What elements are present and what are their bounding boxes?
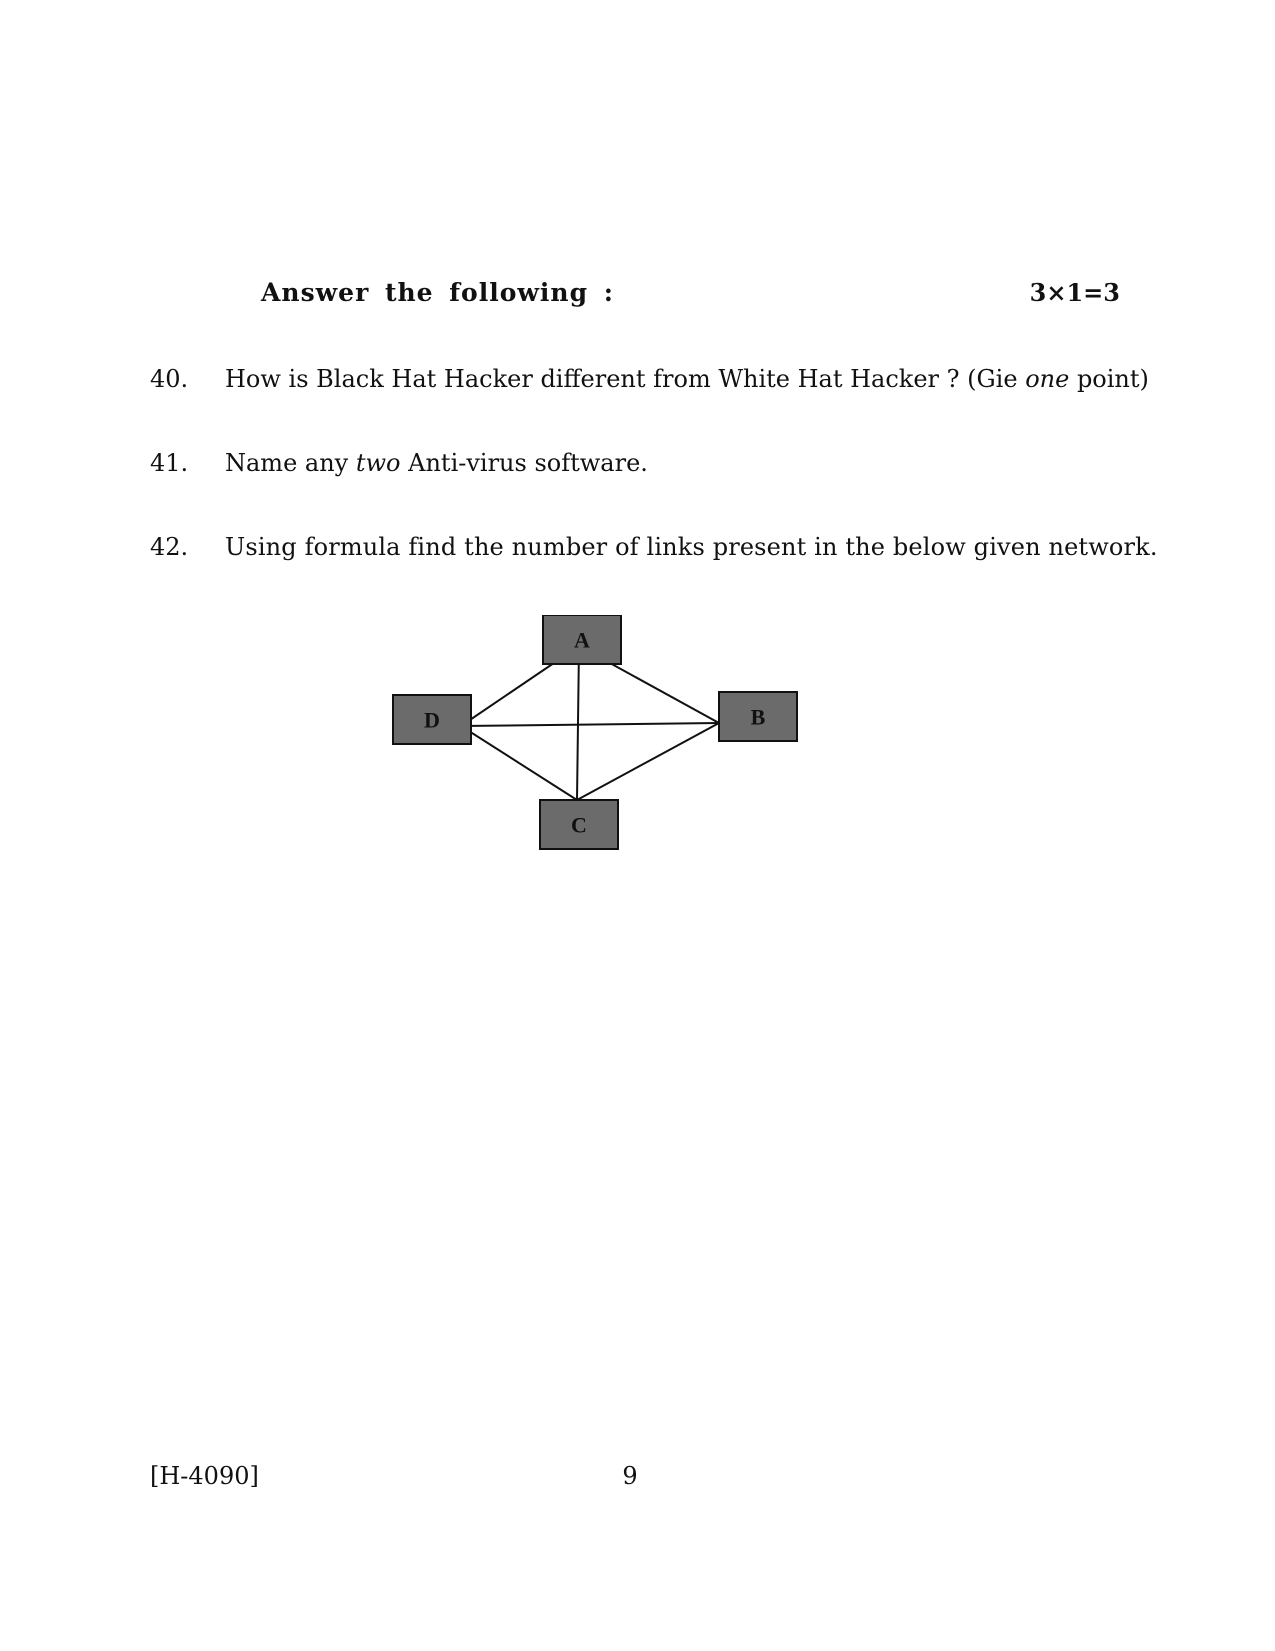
node-label: D [424, 707, 440, 733]
section-heading: Answer the following : [261, 278, 614, 307]
question-text [225, 365, 1149, 393]
page-number: 9 [622, 1462, 638, 1490]
network-diagram [390, 615, 850, 905]
link-b-c [577, 723, 719, 800]
section-marks: 3×1=3 [1029, 278, 1120, 307]
paper-code: [H-4090] [150, 1462, 259, 1490]
node-c [540, 800, 618, 849]
question-number: 40. [150, 365, 189, 393]
question-text: Using formula find the number of links present in the below given network. [225, 533, 1158, 561]
link-a-c [577, 646, 579, 800]
question-emphasis: two [355, 449, 401, 477]
question-text-part: point) [1069, 365, 1149, 393]
node-label: A [574, 627, 590, 653]
node-b [719, 692, 797, 741]
node-a [543, 615, 621, 664]
node-d [393, 695, 471, 744]
network-links [461, 646, 719, 800]
question-text-part: Name any [225, 449, 356, 477]
question-text-part: How is Black Hat Hacker different from White Hat Hacker ? (Gie [225, 365, 1026, 393]
question-text-part: Anti-virus software. [400, 449, 648, 477]
link-b-d [461, 723, 719, 726]
link-c-d [461, 726, 577, 800]
node-label: B [750, 704, 766, 730]
question-number: 41. [150, 449, 189, 477]
node-label: C [571, 812, 587, 838]
question-emphasis: one [1025, 365, 1070, 393]
question-text [225, 449, 648, 477]
question-number: 42. [150, 533, 189, 561]
network-nodes [393, 615, 797, 849]
